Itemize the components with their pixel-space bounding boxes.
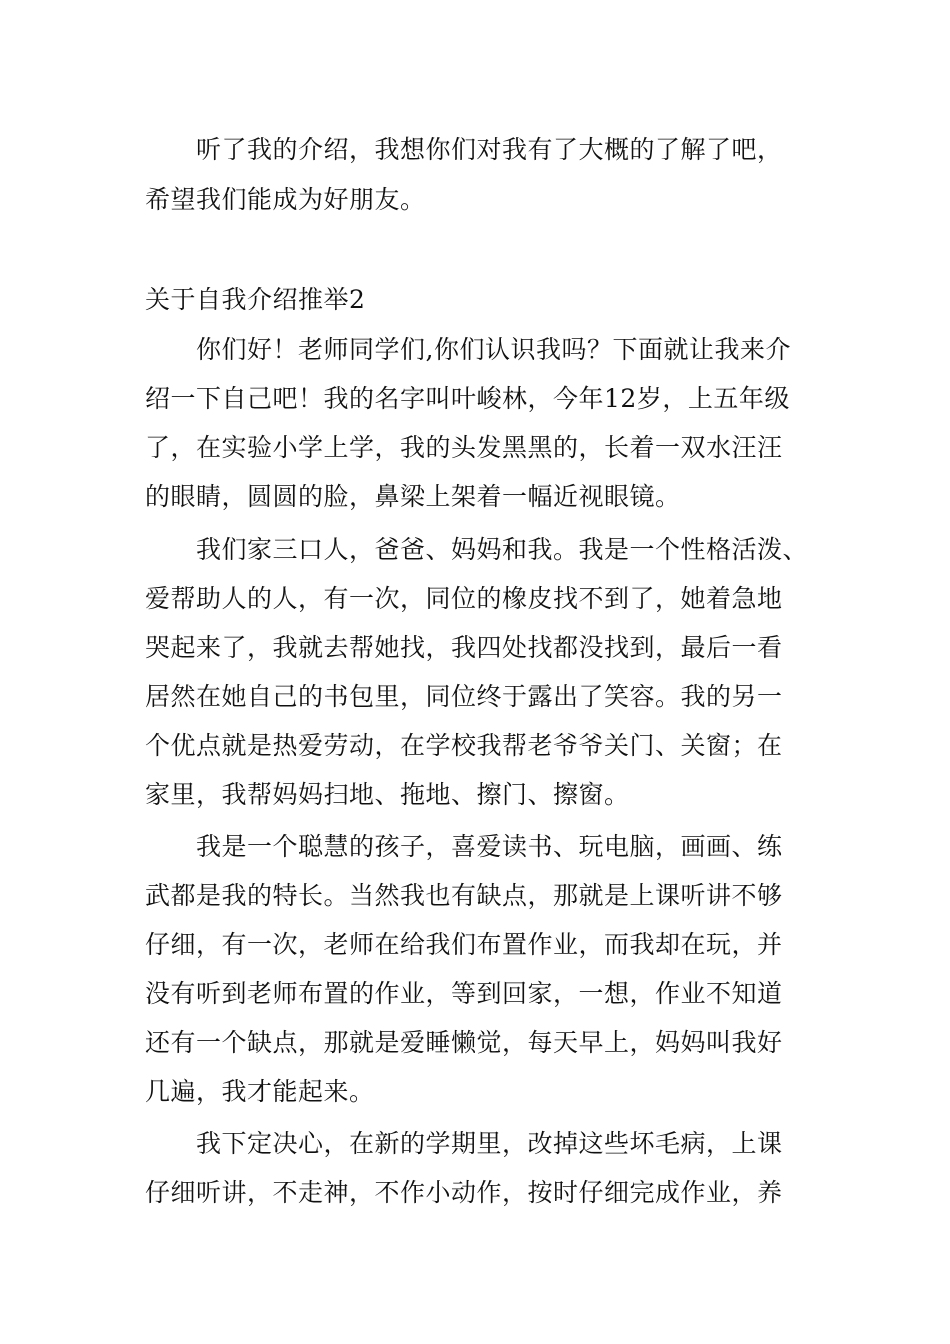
paragraph-line: 仔细，有一次，老师在给我们布置作业，而我却在玩，并 (145, 930, 783, 959)
paragraph-line: 绍一下自己吧！我的名字叫叶峻林，今年12岁，上五年级 (145, 384, 790, 413)
paragraph-line: 我下定决心，在新的学期里，改掉这些坏毛病，上课 (145, 1129, 783, 1158)
paragraph-line: 希望我们能成为好朋友。 (145, 185, 426, 214)
paragraph-line: 你们好！老师同学们,你们认识我吗？下面就让我来介 (145, 335, 791, 364)
paragraph-line: 几遍，我才能起来。 (145, 1077, 375, 1106)
paragraph-line: 没有听到老师布置的作业，等到回家，一想，作业不知道 (145, 979, 783, 1008)
paragraph-line: 仔细听讲，不走神，不作小动作，按时仔细完成作业，养 (145, 1178, 783, 1207)
paragraph-line: 的眼睛，圆圆的脸，鼻梁上架着一幅近视眼镜。 (145, 482, 681, 511)
paragraph-line: 了，在实验小学上学，我的头发黑黑的，长着一双水汪汪 (145, 433, 783, 462)
paragraph-line: 听了我的介绍，我想你们对我有了大概的了解了吧， (145, 135, 783, 164)
paragraph-line: 我们家三口人，爸爸、妈妈和我。我是一个性格活泼、 (145, 535, 809, 564)
paragraph-line: 爱帮助人的人，有一次，同位的橡皮找不到了，她着急地 (145, 584, 783, 613)
section-heading: 关于自我介绍推举2 (145, 285, 366, 314)
paragraph-line: 我是一个聪慧的孩子，喜爱读书、玩电脑，画画、练 (145, 832, 783, 861)
paragraph-line: 家里，我帮妈妈扫地、拖地、擦门、擦窗。 (145, 780, 630, 809)
paragraph-line: 武都是我的特长。当然我也有缺点，那就是上课听讲不够 (145, 881, 783, 910)
paragraph-line: 居然在她自己的书包里，同位终于露出了笑容。我的另一 (145, 682, 783, 711)
paragraph-line: 个优点就是热爱劳动，在学校我帮老爷爷关门、关窗；在 (145, 731, 783, 760)
paragraph-line: 哭起来了，我就去帮她找，我四处找都没找到，最后一看 (145, 633, 783, 662)
paragraph-line: 还有一个缺点，那就是爱睡懒觉，每天早上，妈妈叫我好 (145, 1028, 783, 1057)
